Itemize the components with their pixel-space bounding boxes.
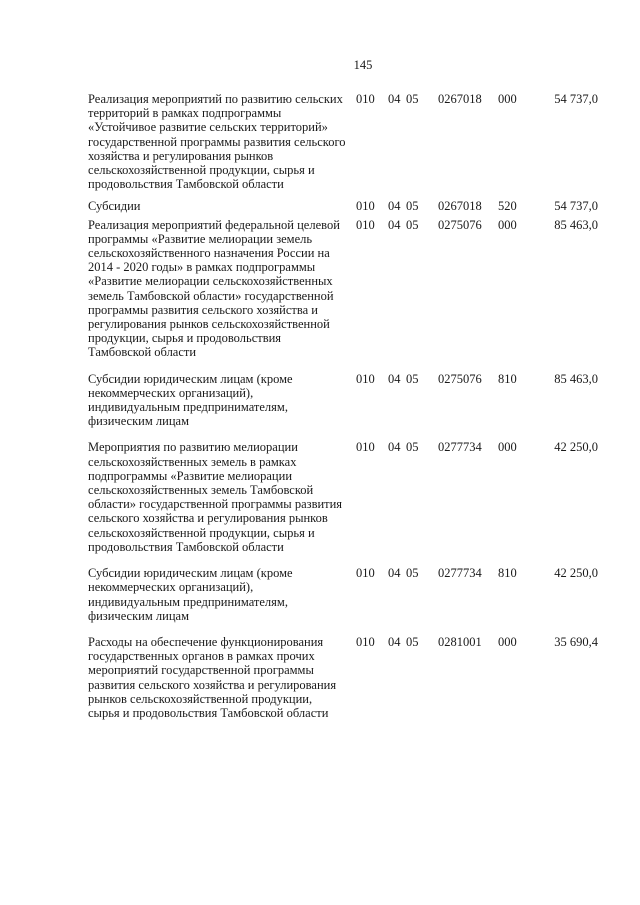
row-ved-code: 010 bbox=[356, 634, 375, 649]
row-ved-code: 010 bbox=[356, 566, 375, 581]
row-expense-type-code: 810 bbox=[498, 566, 517, 581]
row-target-article-code: 0275076 bbox=[438, 217, 482, 232]
row-amount: 85 463,0 bbox=[554, 217, 598, 232]
row-subsection-code: 05 bbox=[406, 92, 419, 106]
row-ved-code: 010 bbox=[356, 440, 375, 455]
table-row bbox=[88, 635, 608, 720]
row-target-article-code: 0277734 bbox=[438, 566, 482, 581]
row-amount: 54 737,0 bbox=[554, 199, 598, 214]
table-row bbox=[88, 566, 608, 623]
table-row bbox=[88, 440, 608, 554]
page-number: 145 bbox=[353, 58, 373, 72]
row-amount: 42 250,0 bbox=[554, 566, 598, 581]
row-section-code: 04 bbox=[388, 217, 401, 232]
row-expense-type-code: 000 bbox=[498, 92, 517, 106]
row-name: Реализация мероприятий по развитию сельских территорий в рамках подпрограммы «Устойчивое развитие сельских территорий» государственной программы развития сельского хозяйства и регулирования рынков сельскохозяйственной продукции, сырья и продовольствия Тамбовской области bbox=[88, 92, 346, 192]
row-target-article-code: 0267018 bbox=[438, 92, 482, 106]
row-section-code: 04 bbox=[388, 566, 401, 581]
row-amount: 42 250,0 bbox=[554, 440, 598, 455]
row-expense-type-code: 000 bbox=[498, 217, 517, 232]
row-subsection-code: 05 bbox=[406, 217, 419, 232]
row-section-code: 04 bbox=[388, 92, 401, 106]
row-name: Субсидии юридическим лицам (кроме некоммерческих организаций), индивидуальным предпринимателям, физическим лицам bbox=[88, 566, 293, 623]
budget-table bbox=[88, 92, 608, 720]
row-section-code: 04 bbox=[388, 440, 401, 455]
row-ved-code: 010 bbox=[356, 217, 375, 232]
row-expense-type-code: 520 bbox=[498, 199, 517, 214]
table-row bbox=[88, 199, 608, 213]
row-expense-type-code: 000 bbox=[498, 634, 517, 649]
row-expense-type-code: 810 bbox=[498, 371, 517, 386]
row-target-article-code: 0281001 bbox=[438, 634, 482, 649]
table-row bbox=[88, 218, 608, 360]
row-amount: 54 737,0 bbox=[554, 92, 598, 106]
row-section-code: 04 bbox=[388, 634, 401, 649]
row-subsection-code: 05 bbox=[406, 566, 419, 581]
row-ved-code: 010 bbox=[356, 371, 375, 386]
table-row bbox=[88, 372, 608, 429]
row-expense-type-code: 000 bbox=[498, 440, 517, 455]
row-subsection-code: 05 bbox=[406, 371, 419, 386]
row-target-article-code: 0275076 bbox=[438, 371, 482, 386]
row-ved-code: 010 bbox=[356, 199, 375, 214]
row-target-article-code: 0277734 bbox=[438, 440, 482, 455]
row-amount: 35 690,4 bbox=[554, 634, 598, 649]
row-section-code: 04 bbox=[388, 371, 401, 386]
row-name: Субсидии юридическим лицам (кроме некоммерческих организаций), индивидуальным предпринимателям, физическим лицам bbox=[88, 371, 293, 429]
row-name: Реализация мероприятий федеральной целевой программы «Развитие мелиорации земель сельскохозяйственного назначения России на 2014 - 2020 годы» в рамках подпрограммы «Развитие мелиорации сельскохозяйственных земель Тамбовской области» государственной программы развития сельского хозяйства и регулирования рынков сельскохозяйственной продукции, сырья и продовольствия Тамбовской области bbox=[88, 217, 340, 360]
row-subsection-code: 05 bbox=[406, 199, 419, 214]
row-section-code: 04 bbox=[388, 199, 401, 214]
row-name: Мероприятия по развитию мелиорации сельскохозяйственных земель в рамках подпрограммы «Развитие мелиорации сельскохозяйственных земель Тамбовской области» государственной программы развития сельского хозяйства и регулирования рынков сельскохозяйственной продукции, сырья и продовольствия Тамбовской области bbox=[88, 440, 343, 554]
row-amount: 85 463,0 bbox=[554, 371, 598, 386]
row-subsection-code: 05 bbox=[406, 634, 419, 649]
row-subsection-code: 05 bbox=[406, 440, 419, 455]
row-ved-code: 010 bbox=[356, 92, 375, 106]
row-target-article-code: 0267018 bbox=[438, 199, 482, 214]
row-name: Расходы на обеспечение функционирования государственных органов в рамках прочих мероприятий государственной программы развития сельского хозяйства и регулирования рынков сельскохозяйственной продукции, сырья и продовольствия Тамбовской области bbox=[88, 634, 337, 720]
table-row bbox=[88, 92, 608, 191]
row-name: Субсидии bbox=[88, 199, 141, 214]
